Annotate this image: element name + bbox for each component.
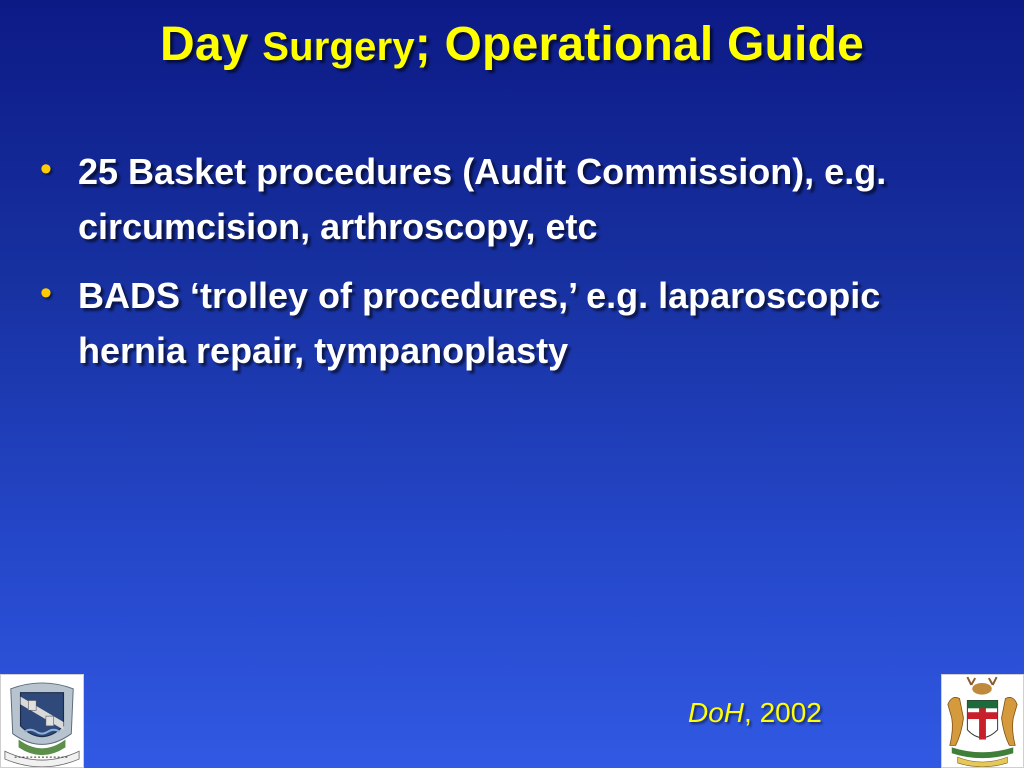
citation-author: DoH (688, 697, 745, 728)
bullet-item (38, 144, 898, 254)
title-part-day: Day (160, 18, 263, 71)
bullet-item (38, 268, 898, 378)
crest-logo-right (941, 674, 1024, 768)
bullet-list (38, 144, 898, 392)
bullet-marker: • (40, 274, 52, 312)
bullet-text: 25 Basket procedures (Audit Commission), e.g. circumcision, arthroscopy, etc (78, 151, 887, 247)
title-part-surgery: Surgery (262, 25, 415, 69)
citation-year: , 2002 (744, 697, 822, 728)
bullet-text: BADS ‘trolley of procedures,’ e.g. laparoscopic hernia repair, tympanoplasty (78, 275, 881, 371)
citation (688, 690, 822, 736)
crest-right-icon (942, 675, 1023, 767)
title-part-guide: ; Operational Guide (414, 18, 864, 71)
crest-logo-left (0, 674, 84, 768)
bullet-marker: • (40, 150, 52, 188)
slide-title (0, 14, 1024, 78)
crest-left-icon (1, 675, 83, 767)
